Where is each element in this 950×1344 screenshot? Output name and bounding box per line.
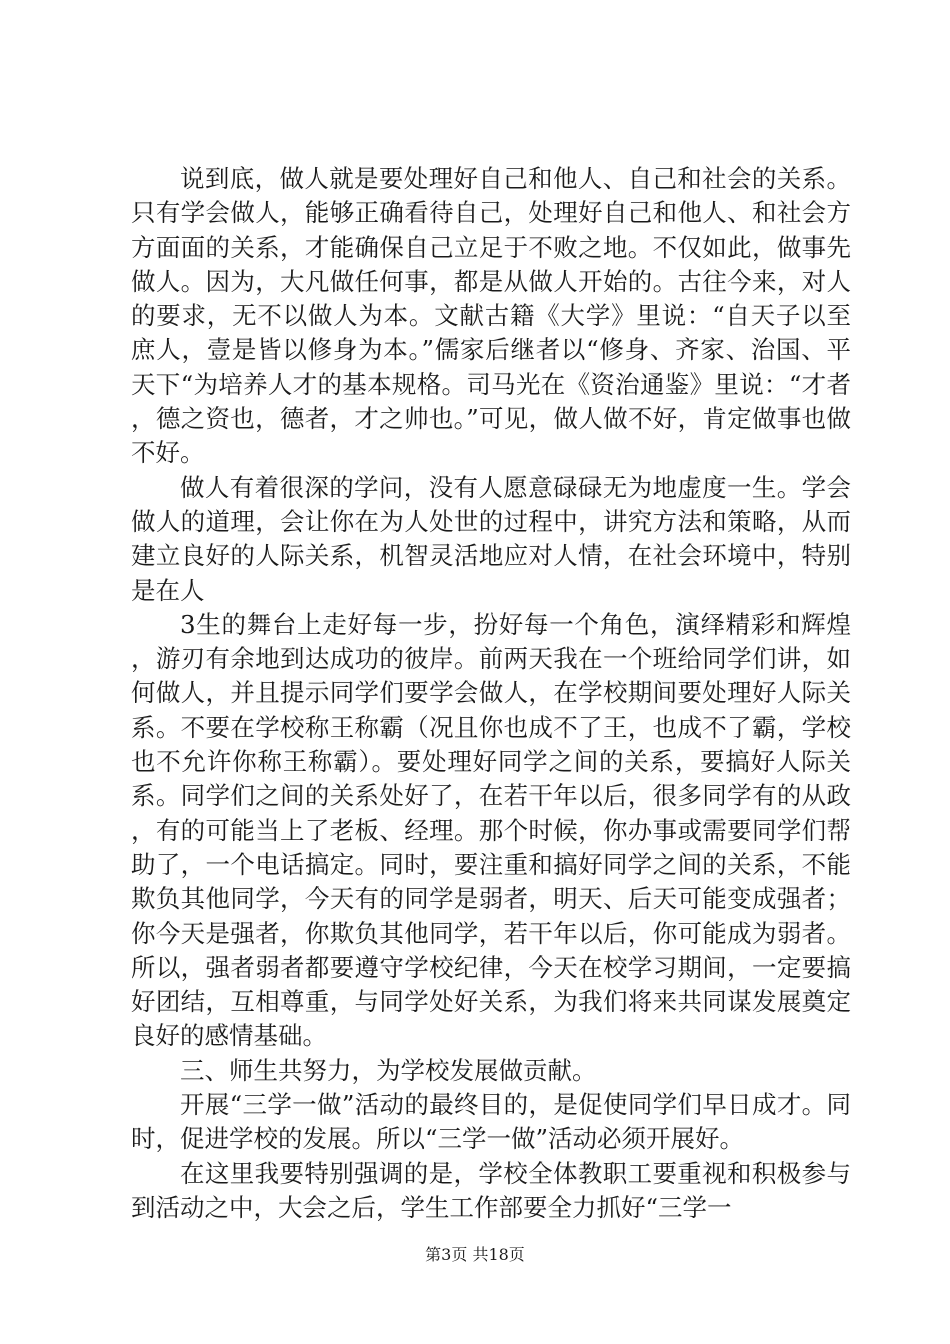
document-body	[131, 162, 851, 1225]
paragraph: 说到底，做人就是要处理好自己和他人、自己和社会的关系。只有学会做人，能够正确看待自己，处理好自己和他人、和社会方方面面的关系，才能确保自己立足于不败之地。不仅如此，做事先做人。因为，大凡做任何事，都是从做人开始的。古往今来，对人的要求，无不以做人为本。文献古籍《大学》里说：“自天子以至庶人，壹是皆以修身为本。”儒家后继者以“修身、齐家、治国、平天下“为培养人才的基本规格。司马光在《资治通鉴》里说：“才者，德之资也，德者，才之帅也。”可见，做人做不好，肯定做事也做不好。	[131, 164, 851, 468]
paragraph: 开展“三学一做”活动的最终目的，是促使同学们早日成才。同时，促进学校的发展。所以“三学一做”活动必须开展好。	[131, 1090, 851, 1154]
paragraph: 做人有着很深的学问，没有人愿意碌碌无为地虚度一生。学会做人的道理，会让你在为人处世的过程中，讲究方法和策略，从而建立良好的人际关系，机智灵活地应对人情，在社会环境中，特别是在人	[131, 472, 851, 605]
section-heading: 三、师生共努力，为学校发展做贡献。	[180, 1055, 597, 1085]
paragraph: 在这里我要特别强调的是，学校全体教职工要重视和积极参与到活动之中，大会之后，学生工作部要全力抓好“三学一	[131, 1158, 851, 1222]
paragraph: 3生的舞台上走好每一步，扮好每一个角色，演绎精彩和辉煌，游刃有余地到达成功的彼岸。前两天我在一个班给同学们讲，如何做人，并且提示同学们要学会做人，在学校期间要处理好人际关系。不要在学校称王称霸（况且你也成不了王，也成不了霸，学校也不允许你称王称霸）。要处理好同学之间的关系，要搞好人际关系。同学们之间的关系处好了，在若干年以后，很多同学有的从政，有的可能当上了老板、经理。那个时候，你办事或需要同学们帮助了，一个电话搞定。同时，要注重和搞好同学之间的关系，不能欺负其他同学，今天有的同学是弱者，明天、后天可能变成强者；你今天是强者，你欺负其他同学，若干年以后，你可能成为弱者。所以，强者弱者都要遵守学校纪律，今天在校学习期间，一定要搞好团结，互相尊重，与同学处好关系，为我们将来共同谋发展奠定良好的感情基础。	[131, 609, 851, 1051]
page-footer	[0, 1242, 950, 1265]
page-number: 第3页 共18页	[425, 1245, 525, 1264]
